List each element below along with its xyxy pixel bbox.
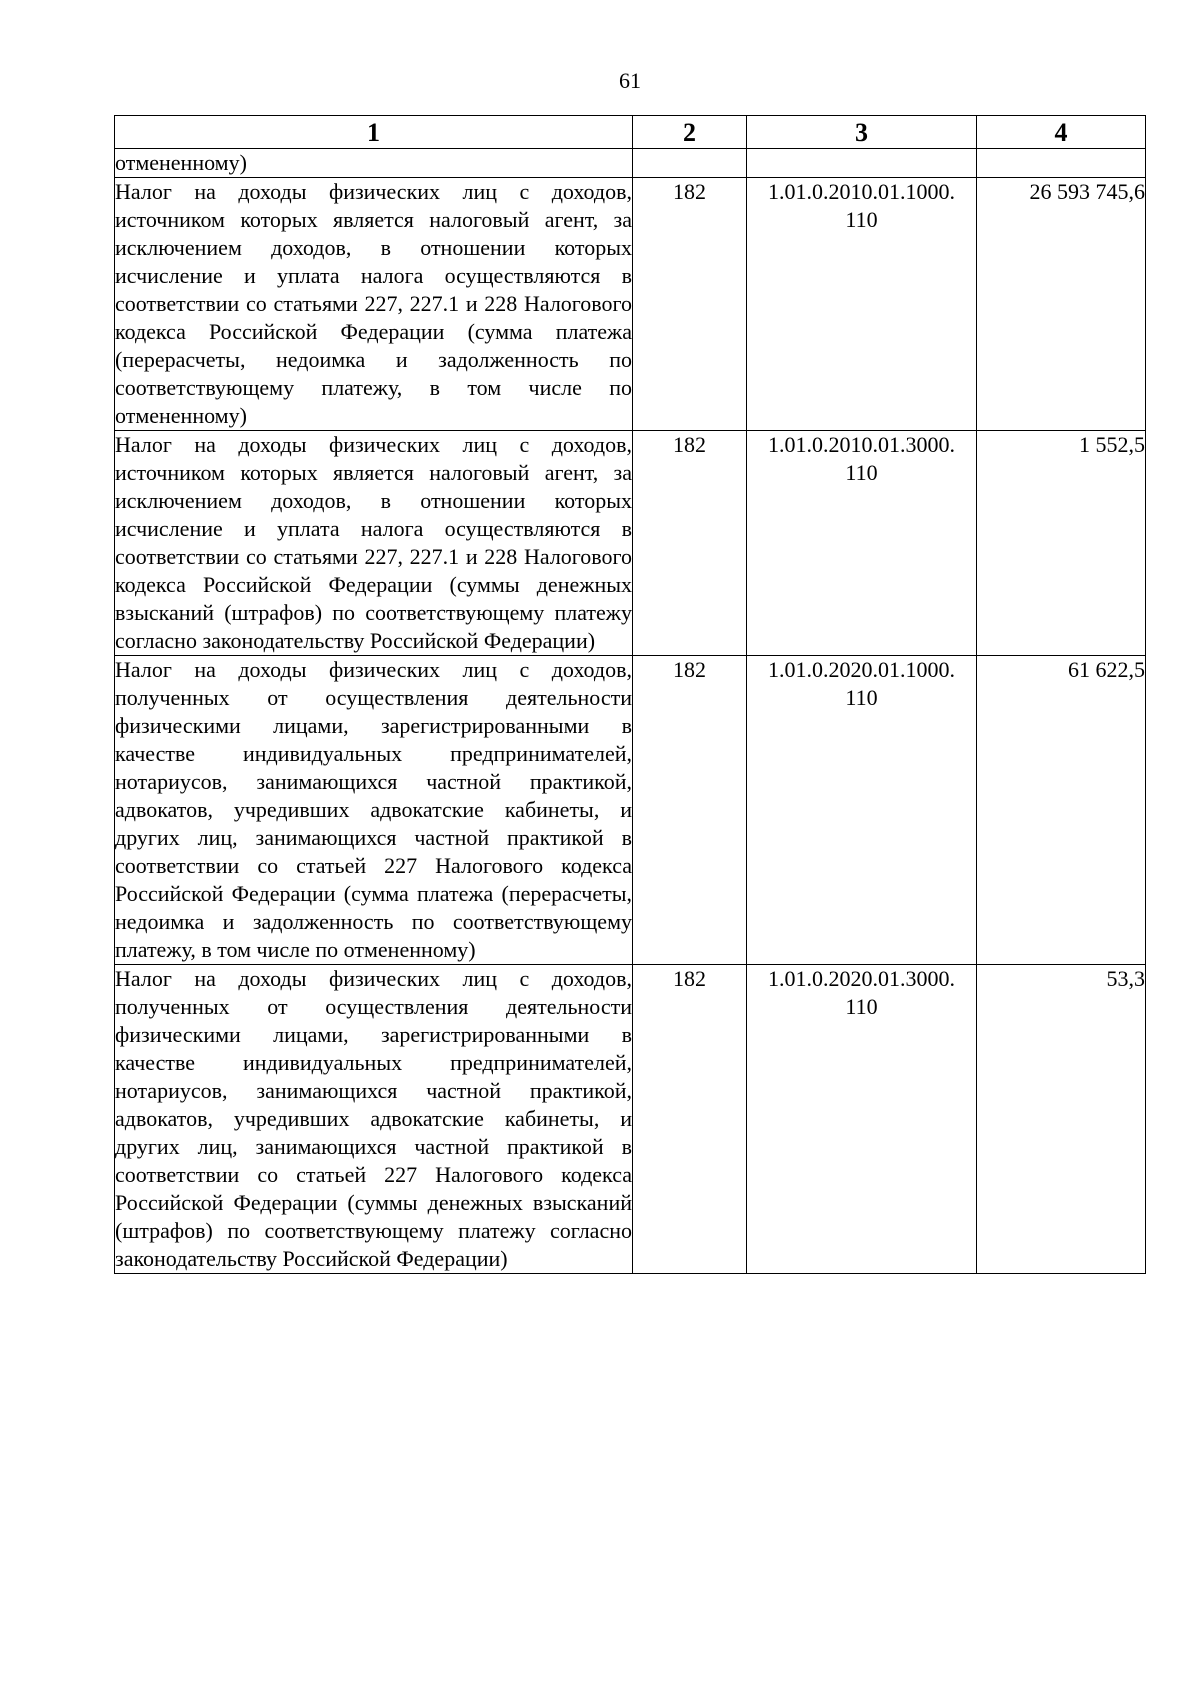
revenue-name-cell: Налог на доходы физических лиц с доходов, источником которых является налоговый агент, за исключением доходов, в отношении которых исчисление и уплата налога осуществляются в соответствии со статьями 227, 227.1 и 228 Налогового кодекса Российской Федерации (сумма платежа (перерасчеты, недоимка и задолженность по соответствующему платежу, в том числе по отмененному) bbox=[115, 178, 633, 431]
revenue-name-cell: Налог на доходы физических лиц с доходов, источником которых является налоговый агент, за исключением доходов, в отношении которых исчисление и уплата налога осуществляются в соответствии со статьями 227, 227.1 и 228 Налогового кодекса Российской Федерации (суммы денежных взысканий (штрафов) по соответствующему платежу согласно законодательству Российской Федерации) bbox=[115, 431, 633, 656]
table-row bbox=[115, 431, 1146, 656]
amount-cell: 53,3 bbox=[977, 965, 1146, 1274]
header-col-4: 4 bbox=[977, 116, 1146, 149]
table-row-continuation bbox=[115, 149, 1146, 178]
amount-cell bbox=[977, 149, 1146, 178]
header-col-3: 3 bbox=[747, 116, 977, 149]
admin-code-cell: 182 bbox=[633, 178, 747, 431]
kbk-code-line-1: 1.01.0.2010.01.1000. bbox=[768, 179, 955, 204]
table-header-row bbox=[115, 116, 1146, 149]
kbk-code-line-1: 1.01.0.2020.01.3000. bbox=[768, 966, 955, 991]
revenue-name-cell: Налог на доходы физических лиц с доходов, полученных от осуществления деятельности физическими лицами, зарегистрированными в качестве индивидуальных предпринимателей, нотариусов, занимающихся частной практикой, адвокатов, учредивших адвокатские кабинеты, и других лиц, занимающихся частной практикой в соответствии со статьей 227 Налогового кодекса Российской Федерации (сумма платежа (перерасчеты, недоимка и задолженность по соответствующему платежу, в том числе по отмененному) bbox=[115, 656, 633, 965]
kbk-code-line-2: 110 bbox=[845, 685, 878, 710]
page-number: 61 bbox=[619, 68, 641, 93]
header-col-2: 2 bbox=[633, 116, 747, 149]
admin-code-cell: 182 bbox=[633, 656, 747, 965]
kbk-code-line-2: 110 bbox=[845, 460, 878, 485]
kbk-code-line-2: 110 bbox=[845, 207, 878, 232]
kbk-code-cell bbox=[747, 178, 977, 431]
admin-code-cell: 182 bbox=[633, 965, 747, 1274]
kbk-code-cell bbox=[747, 431, 977, 656]
kbk-code-cell bbox=[747, 965, 977, 1274]
amount-cell: 61 622,5 bbox=[977, 656, 1146, 965]
kbk-code-cell bbox=[747, 656, 977, 965]
header-col-1: 1 bbox=[115, 116, 633, 149]
table-row bbox=[115, 965, 1146, 1274]
amount-cell: 1 552,5 bbox=[977, 431, 1146, 656]
budget-revenue-table bbox=[114, 115, 1146, 1274]
kbk-code-line-2: 110 bbox=[845, 994, 878, 1019]
kbk-code-line-1: 1.01.0.2010.01.3000. bbox=[768, 432, 955, 457]
kbk-code-line-1: 1.01.0.2020.01.1000. bbox=[768, 657, 955, 682]
table-row bbox=[115, 656, 1146, 965]
admin-code-cell: 182 bbox=[633, 431, 747, 656]
admin-code-cell bbox=[633, 149, 747, 178]
kbk-code-cell bbox=[747, 149, 977, 178]
table-row bbox=[115, 178, 1146, 431]
revenue-name-cell: Налог на доходы физических лиц с доходов, полученных от осуществления деятельности физическими лицами, зарегистрированными в качестве индивидуальных предпринимателей, нотариусов, занимающихся частной практикой, адвокатов, учредивших адвокатские кабинеты, и других лиц, занимающихся частной практикой в соответствии со статьей 227 Налогового кодекса Российской Федерации (суммы денежных взысканий (штрафов) по соответствующему платежу согласно законодательству Российской Федерации) bbox=[115, 965, 633, 1274]
amount-cell: 26 593 745,6 bbox=[977, 178, 1146, 431]
revenue-name-cell: отмененному) bbox=[115, 149, 633, 178]
